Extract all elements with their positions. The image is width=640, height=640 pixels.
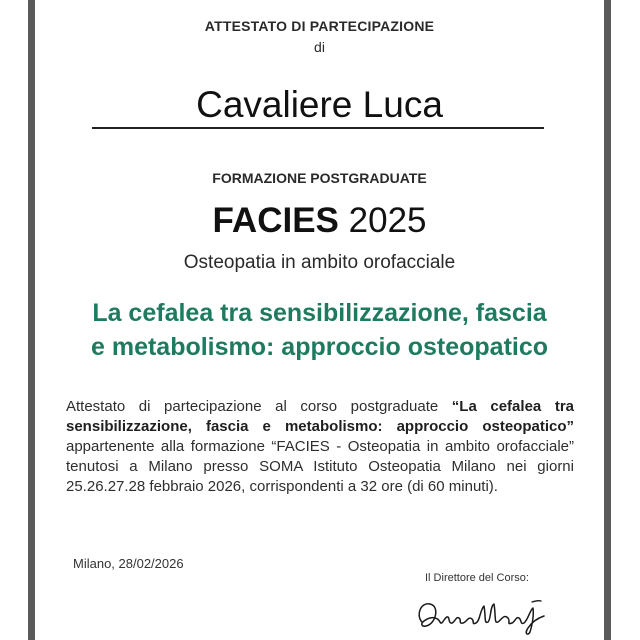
certificate-of: di bbox=[314, 39, 325, 55]
body-course-quoted: “La cefalea tra sensibilizzazione, fascia e metabolismo: approccio osteopatico” bbox=[66, 398, 574, 435]
certificate-title: ATTESTATO DI PARTECIPAZIONE bbox=[204, 18, 435, 34]
body-rest: appartenente alla formazione “FACIES - Osteopatia in ambito orofacciale” tenutosi a Milano presso SOMA Istituto Osteopatia Milano nei giorni 25.26.27.28 febbraio 2026, corrispondenti a 32 ore (di 60 minuti). bbox=[66, 438, 574, 495]
frame-border-left bbox=[28, 0, 35, 640]
director-label: Il Direttore del Corso: bbox=[425, 572, 529, 584]
program-name: FACIES bbox=[212, 201, 339, 240]
director-signature bbox=[414, 588, 554, 638]
program-subtitle: Osteopatia in ambito orofacciale bbox=[183, 252, 456, 273]
certificate-body bbox=[66, 397, 574, 497]
course-title bbox=[50, 296, 589, 364]
body-intro: Attestato di partecipazione al corso postgraduate bbox=[66, 398, 452, 415]
program-label: FORMAZIONE POSTGRADUATE bbox=[212, 170, 427, 186]
name-underline bbox=[92, 127, 544, 129]
recipient-name: Cavaliere Luca bbox=[196, 84, 443, 125]
program-heading bbox=[35, 201, 604, 241]
program-year: 2025 bbox=[348, 201, 427, 240]
course-title-line-2: e metabolismo: approccio osteopatico bbox=[90, 333, 549, 361]
place-date: Milano, 28/02/2026 bbox=[73, 556, 184, 571]
course-title-line-1: La cefalea tra sensibilizzazione, fascia bbox=[92, 299, 547, 327]
frame-border-right bbox=[604, 0, 611, 640]
